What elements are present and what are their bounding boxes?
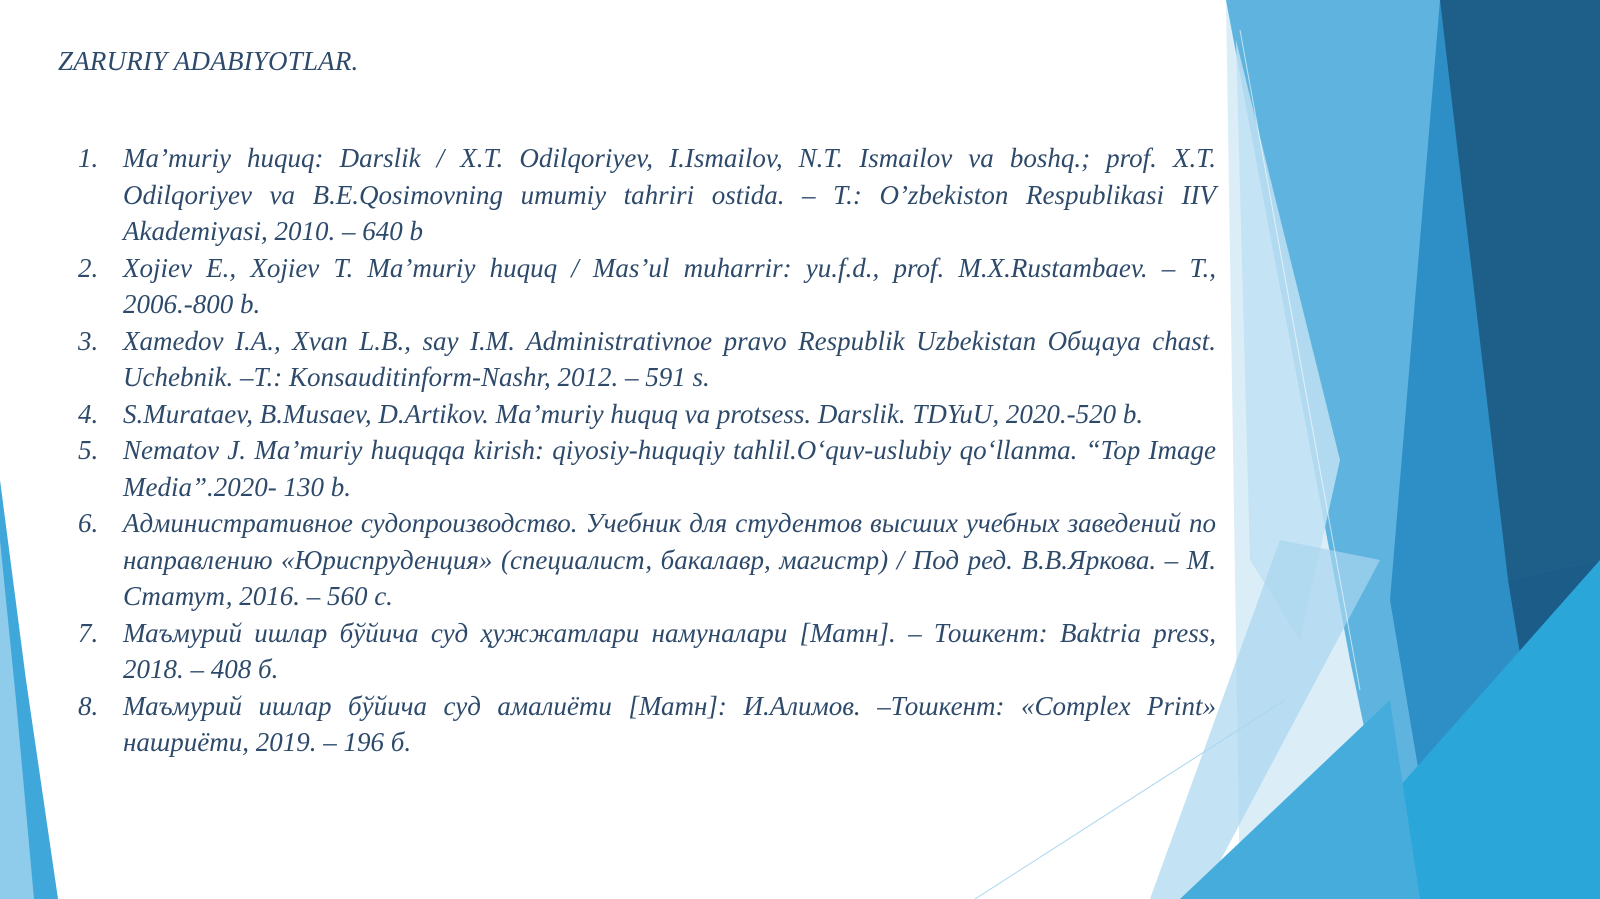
list-item (74, 615, 1216, 688)
list-item-number: 6. (78, 508, 99, 538)
list-item-text: Административное судопроизводство. Учебник для студентов высших учебных заведений по направлению «Юриспруденция» (специалист, бакалавр, магистр) / Под ред. В.В.Яркова. – М. Статут, 2016. – 560 с. (123, 508, 1216, 611)
list-item-text: Xojiev E., Xojiev T. Ma’muriy huquq / Mas’ul muharrir: yu.f.d., prof. M.X.Rustambaev. – T., 2006.-800 b. (123, 252, 1216, 319)
list-item-text: Ma’muriy huquq: Darslik / X.T. Odilqoriyev, I.Ismailov, N.T. Ismailov va boshq.; prof. X.T. Odilqoriyev va B.E.Qosimovning umumiy tahriri ostida. – T.: O’zbekiston Respublikasi IIV Akademiyasi, 2010. – 640 b (123, 143, 1216, 246)
list-item (74, 688, 1216, 761)
list-item (74, 323, 1216, 396)
list-item-number: 1. (78, 143, 99, 173)
list-item (74, 505, 1216, 615)
list-item (74, 250, 1216, 323)
references-list (74, 140, 1216, 761)
list-item-text: S.Murataev, B.Musaev, D.Artikov. Ma’muriy huquq va protsess. Darslik. TDYuU, 2020.-520 b. (123, 398, 1144, 429)
list-item-text: Маъмурий ишлар бўйича суд амалиёти [Матн]: И.Алимов. –Тошкент: «Complex Print» нашриёти, 2019. – 196 б. (123, 690, 1216, 757)
list-item-number: 7. (78, 617, 99, 648)
list-item-text: Маъмурий ишлар бўйича суд ҳужжатлари намуналари [Матн]. – Тошкент: Baktria press, 2018. – 408 б. (123, 617, 1216, 684)
list-item (74, 396, 1216, 433)
list-item-text: Xamedov I.A., Xvan L.B., say I.M. Administrativnoe pravo Respublik Uzbekistan Общаya chast. Uchebnik. –T.: Konsauditinform-Nashr, 2012. – 591 s. (123, 325, 1216, 392)
slide-title: ZARURIY ADABIYOTLAR. (58, 46, 359, 76)
list-item-number: 2. (78, 252, 99, 283)
list-item (74, 140, 1216, 250)
list-item (74, 432, 1216, 505)
list-item-number: 5. (78, 435, 99, 465)
list-item-number: 3. (78, 325, 99, 356)
list-item-number: 8. (78, 690, 99, 721)
list-item-number: 4. (78, 398, 99, 429)
list-item-text: Nematov J. Ma’muriy huquqqa kirish: qiyosiy-huquqiy tahlil.O‘quv-uslubiy qo‘llanma. “Top Image Media”.2020- 130 b. (123, 435, 1216, 502)
